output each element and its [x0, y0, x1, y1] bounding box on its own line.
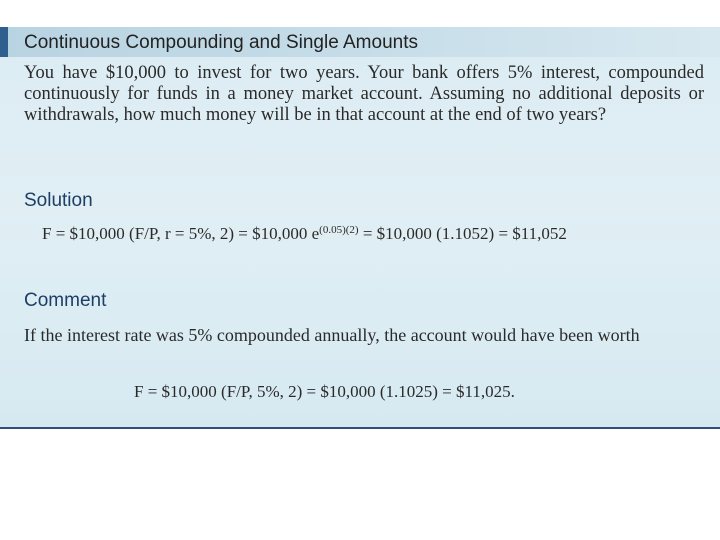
- title-accent: [0, 27, 8, 57]
- comment-equation: F = $10,000 (F/P, 5%, 2) = $10,000 (1.1025) = $11,025.: [134, 382, 515, 401]
- solution-equation: [42, 224, 567, 244]
- solution-equation-part1: F = $10,000 (F/P, r = 5%, 2) = $10,000 e: [42, 224, 320, 243]
- comment-heading: Comment: [24, 290, 107, 311]
- solution-equation-exponent: (0.05)(2): [319, 224, 359, 236]
- section-title: Continuous Compounding and Single Amounts: [24, 32, 418, 53]
- problem-statement: You have $10,000 to invest for two years. Your bank offers 5% interest, compounded continuously for funds in a money market account. Assuming no additional deposits or withdrawals, how much money will be in that account at the end of two years?: [24, 63, 704, 125]
- solution-equation-part2: = $10,000 (1.1052) = $11,052: [358, 224, 567, 243]
- scanned-page: [0, 27, 720, 429]
- solution-heading: Solution: [24, 190, 93, 211]
- title-bar: [0, 27, 720, 57]
- comment-text: If the interest rate was 5% compounded annually, the account would have been worth: [24, 325, 640, 345]
